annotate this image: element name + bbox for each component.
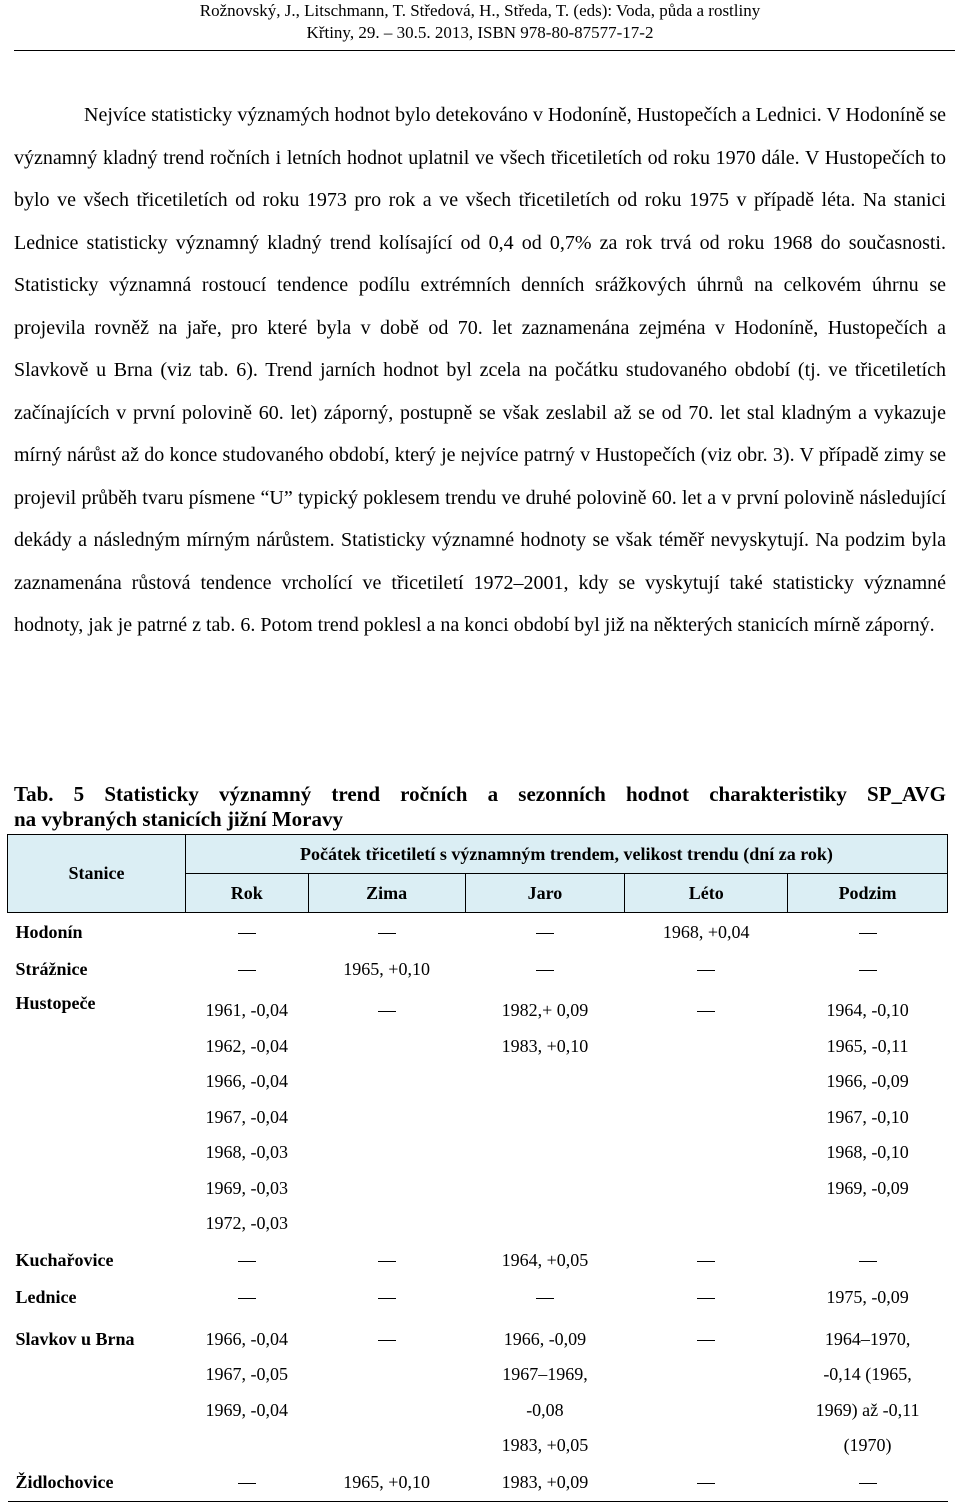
table-row — [8, 1316, 948, 1464]
dash-line — [378, 1261, 396, 1262]
station-name: Lednice — [15, 1287, 77, 1307]
cell-zima — [308, 1464, 465, 1502]
table-row — [8, 950, 948, 987]
dash-mark — [788, 958, 948, 980]
dash-line — [378, 1011, 396, 1012]
dash-mark — [465, 921, 625, 943]
header-station: Stanice — [8, 835, 186, 913]
cell-rok — [185, 913, 308, 951]
cell-leto — [625, 1464, 788, 1502]
dash-mark — [788, 921, 948, 943]
dash-line — [697, 970, 715, 971]
table-row — [8, 1464, 948, 1502]
dash-line — [238, 1261, 256, 1262]
cell-value: 1983, +0,09 — [501, 1472, 589, 1492]
dash-line — [238, 1298, 256, 1299]
cell-value: 1969, -0,04 — [205, 1399, 289, 1420]
dash-line — [697, 1261, 715, 1262]
cell-value: 1966, -0,04 — [205, 1328, 289, 1349]
cell-value: 1975, -0,09 — [826, 1287, 909, 1307]
table-row — [8, 1242, 948, 1279]
cell-podzim — [788, 1279, 948, 1316]
cell-value: 1972, -0,03 — [205, 1213, 289, 1233]
cell-value: (1970) — [843, 1435, 892, 1455]
cell-value: 1983, +0,10 — [501, 1035, 589, 1056]
cell-value: -0,08 — [526, 1399, 564, 1420]
cell-jaro — [465, 950, 625, 987]
cell-rok — [185, 1464, 308, 1502]
table-caption — [14, 782, 946, 832]
dash-mark — [625, 1249, 788, 1271]
table-caption-line-1: Tab. 5 Statisticky významný trend ročních a sezonních hodnot charakteristiky SP_AVG — [14, 782, 946, 806]
cell-zima — [308, 1242, 465, 1279]
table-caption-line-2: na vybraných stanicích jižní Moravy — [14, 807, 343, 831]
dash-mark — [625, 1286, 788, 1308]
dash-mark — [185, 958, 308, 980]
trend-table — [7, 834, 948, 1502]
dash-mark — [625, 993, 788, 1029]
dash-mark — [185, 921, 308, 943]
cell-value: 1964, -0,10 — [826, 1000, 909, 1020]
cell-leto — [625, 987, 788, 1242]
dash-mark — [308, 1286, 465, 1308]
dash-line — [859, 1261, 877, 1262]
dash-mark — [308, 993, 465, 1029]
cell-zima — [308, 950, 465, 987]
dash-mark — [185, 1286, 308, 1308]
cell-value: 1961, -0,04 — [205, 1000, 289, 1020]
cell-value: 1967, -0,05 — [205, 1364, 289, 1384]
cell-value: 1969) až -0,11 — [815, 1399, 920, 1420]
cell-value: 1983, +0,05 — [501, 1435, 589, 1455]
station-name: Strážnice — [15, 958, 88, 979]
dash-mark — [465, 1286, 625, 1308]
cell-value: 1967, -0,10 — [826, 1106, 909, 1127]
dash-mark — [185, 1471, 308, 1493]
cell-value: 1962, -0,04 — [205, 1035, 289, 1056]
cell-jaro — [465, 1242, 625, 1279]
cell-value: 1966, -0,09 — [503, 1328, 587, 1349]
dash-line — [536, 1298, 554, 1299]
cell-value: 1964–1970, — [824, 1328, 911, 1349]
table-row — [8, 1279, 948, 1316]
dash-mark — [788, 1249, 948, 1271]
cell-zima — [308, 913, 465, 951]
cell-jaro — [465, 913, 625, 951]
cell-zima — [308, 1316, 465, 1464]
cell-value: 1967–1969, — [502, 1364, 588, 1384]
cell-rok — [185, 1242, 308, 1279]
column-header: Jaro — [465, 874, 625, 913]
dash-mark — [625, 1322, 788, 1358]
dash-line — [859, 970, 877, 971]
cell-value: 1965, +0,10 — [343, 958, 430, 979]
cell-leto — [625, 1316, 788, 1464]
dash-mark — [308, 1322, 465, 1358]
dash-line — [697, 1011, 715, 1012]
header-group: Počátek třicetiletí s významným trendem, velikost trendu (dní za rok) — [185, 835, 947, 874]
dash-line — [378, 933, 396, 934]
cell-podzim — [788, 913, 948, 951]
cell-value: 1968, +0,04 — [662, 921, 750, 942]
cell-value: 1967, -0,04 — [205, 1106, 289, 1127]
table-row — [8, 987, 948, 1242]
station-name: Hustopeče — [15, 993, 96, 1013]
cell-podzim — [788, 950, 948, 987]
dash-line — [697, 1483, 715, 1484]
cell-rok — [185, 987, 308, 1242]
cell-value: 1968, -0,03 — [205, 1142, 289, 1162]
cell-jaro — [465, 1316, 625, 1464]
cell-podzim — [788, 1316, 948, 1464]
cell-rok — [185, 950, 308, 987]
cell-value: 1982,+ 0,09 — [501, 1000, 589, 1020]
dash-line — [378, 1298, 396, 1299]
dash-mark — [465, 958, 625, 980]
dash-line — [238, 933, 256, 934]
header-citation-line: Rožnovský, J., Litschmann, T. Středová, H., Středa, T. (eds): Voda, půda a rostliny — [199, 1, 761, 20]
cell-leto — [625, 950, 788, 987]
dash-line — [697, 1340, 715, 1341]
cell-value: 1966, -0,04 — [205, 1071, 289, 1091]
dash-line — [859, 933, 877, 934]
station-name: Kuchařovice — [15, 1250, 114, 1270]
column-header: Rok — [185, 874, 308, 913]
cell-podzim — [788, 987, 948, 1242]
cell-leto — [625, 1279, 788, 1316]
body-paragraph: Nejvíce statisticky významých hodnot bylo detekováno v Hodoníně, Hustopečích a Lednici. V Hodoníně se významný kladný trend ročních i letních hodnot uplatnil ve všech třicetiletích od roku 1970 dále. V Hustopečích to bylo ve všech třicetiletích od roku 1973 pro rok a ve všech třicetiletích od roku 1975 v případě léta. Na stanici Lednice statisticky významný kladný trend kolísající od 0,4 od 0,7% za rok trvá od roku 1968 do současnosti. Statisticky významná rostoucí tendence podílu extrémních denních srážkových úhrnů na celkovém úhrnu se projevila rovněž na jaře, pro které byla v době od 70. let zaznamenána zejména v Hodoníně, Hustopečích a Slavkově u Brna (viz tab. 6). Trend jarních hodnot byl zcela na počátku studovaného období (tj. ve třicetiletích začínajících v první polovině 60. let) záporný, postupně se však zeslabil až se od 70. let stal kladným a vykazuje mírný nárůst až do konce studovaného období, který je nejvíce patrný v Hustopečích (viz obr. 3). V případě zimy se projevil průběh tvaru písmene “U” typický poklesem trendu ve druhé polovině 60. let a v první polovině následující dekády a následným mírným nárůstem. Statisticky významné hodnoty se však téměř nevyskytují. Na podzim byla zaznamenána růstová tendence vrcholící ve třicetiletí 1972–2001, kdy se vyskytují také statisticky významné hodnoty, jak je patrné z tab. 6. Potom trend poklesl a na konci období byl již na některých stanicích mírně záporný. — [14, 104, 946, 636]
cell-podzim — [788, 1242, 948, 1279]
cell-value: 1965, +0,10 — [343, 1472, 430, 1492]
cell-rok — [185, 1316, 308, 1464]
cell-value: 1966, -0,09 — [826, 1071, 909, 1091]
cell-jaro — [465, 987, 625, 1242]
dash-mark — [625, 958, 788, 980]
cell-rok — [185, 1279, 308, 1316]
header-divider — [14, 50, 955, 51]
dash-line — [536, 970, 554, 971]
column-header: Podzim — [788, 874, 948, 913]
dash-mark — [788, 1471, 948, 1493]
dash-line — [859, 1483, 877, 1484]
dash-line — [238, 970, 256, 971]
station-name: Hodonín — [15, 921, 83, 942]
cell-value: 1965, -0,11 — [826, 1035, 909, 1056]
dash-line — [238, 1483, 256, 1484]
cell-leto — [625, 913, 788, 951]
cell-leto — [625, 1242, 788, 1279]
cell-jaro — [465, 1464, 625, 1502]
dash-line — [536, 933, 554, 934]
dash-line — [697, 1298, 715, 1299]
cell-value: 1964, +0,05 — [501, 1250, 589, 1270]
header-isbn-line: Křtiny, 29. – 30.5. 2013, ISBN 978-80-87577-17-2 — [306, 23, 654, 42]
station-name: Židlochovice — [8, 1464, 186, 1502]
dash-mark — [625, 1471, 788, 1493]
column-header: Zima — [308, 874, 465, 913]
station-name: Slavkov u Brna — [15, 1328, 135, 1349]
cell-value: -0,14 (1965, — [823, 1364, 912, 1384]
cell-value: 1969, -0,03 — [205, 1177, 289, 1198]
cell-value: 1969, -0,09 — [826, 1177, 909, 1198]
dash-mark — [308, 921, 465, 943]
cell-jaro — [465, 1279, 625, 1316]
dash-mark — [308, 1249, 465, 1271]
cell-podzim — [788, 1464, 948, 1502]
table-row — [8, 913, 948, 951]
table-header-row — [8, 835, 948, 874]
dash-mark — [185, 1249, 308, 1271]
column-header: Léto — [625, 874, 788, 913]
cell-zima — [308, 1279, 465, 1316]
cell-value: 1968, -0,10 — [826, 1142, 909, 1162]
cell-zima — [308, 987, 465, 1242]
dash-line — [378, 1340, 396, 1341]
